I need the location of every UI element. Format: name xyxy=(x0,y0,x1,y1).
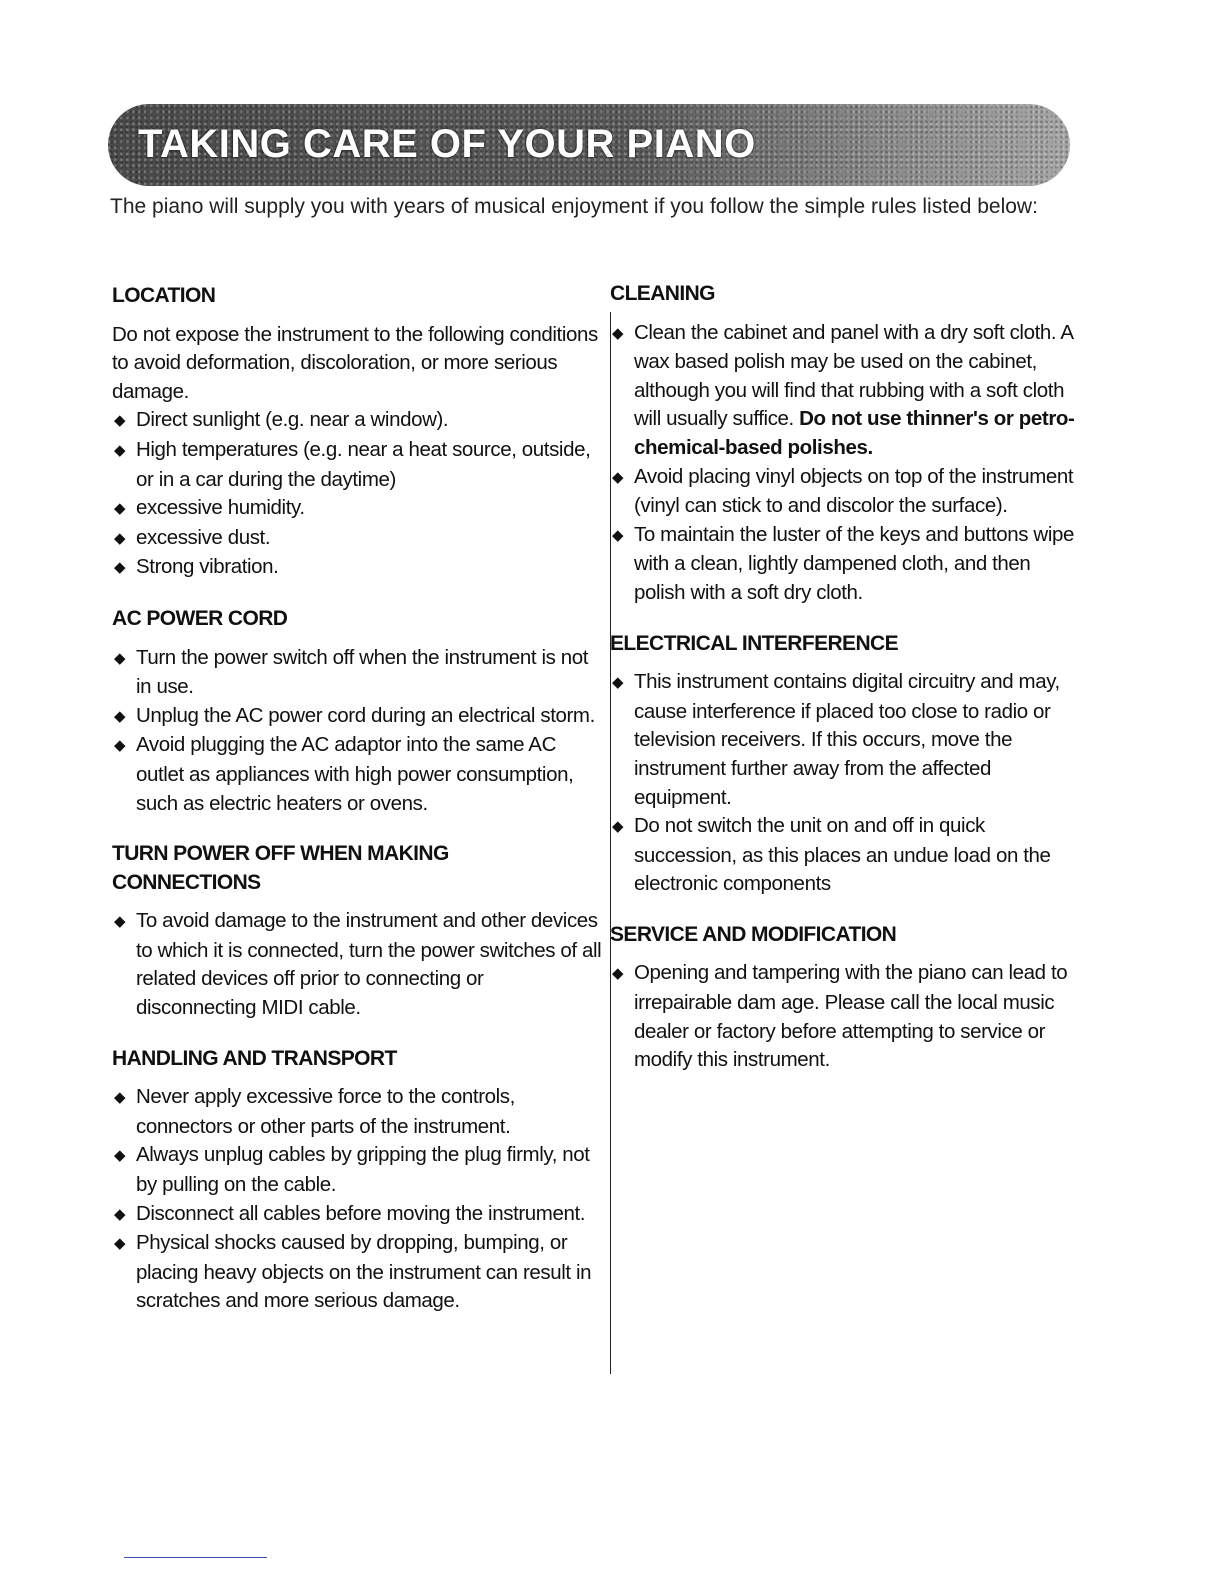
list-item: ◆ Turn the power switch off when the instrument is not in use. xyxy=(114,645,589,699)
diamond-bullet-icon: ◆ xyxy=(114,649,126,667)
diamond-bullet-icon: ◆ xyxy=(114,1147,126,1165)
list-item: ◆ Physical shocks caused by dropping, bumping, or placing heavy objects on the instrument can result in scratches and more serious damage. xyxy=(114,1231,592,1313)
diamond-bullet-icon: ◆ xyxy=(612,965,624,983)
diamond-bullet-icon: ◆ xyxy=(612,526,624,544)
section-heading: TURN POWER OFF WHEN MAKING CONNECTIONS xyxy=(112,842,449,894)
section-handling-transport xyxy=(112,1045,602,1316)
list-item: ◆ Avoid placing vinyl objects on top of the instrument (vinyl can stick to and discolor the surface). xyxy=(612,464,1074,518)
diamond-bullet-icon: ◆ xyxy=(114,1089,126,1107)
diamond-bullet-icon: ◆ xyxy=(114,529,126,547)
section-location xyxy=(112,282,602,583)
diamond-bullet-icon: ◆ xyxy=(114,1205,126,1223)
diamond-bullet-icon: ◆ xyxy=(114,707,126,725)
right-column xyxy=(610,280,1080,1097)
diamond-bullet-icon: ◆ xyxy=(114,1235,126,1253)
intro-text: The piano will supply you with years of musical enjoyment if you follow the simple rules listed below: xyxy=(110,195,1038,218)
title-banner xyxy=(108,104,1070,186)
warning-text: Do not use thinner's or petro-chemical-based polishes. xyxy=(634,407,1075,459)
list-item: ◆ Strong vibration. xyxy=(112,553,602,583)
diamond-bullet-icon: ◆ xyxy=(612,818,624,836)
section-heading: AC POWER CORD xyxy=(112,606,288,630)
footer-rule xyxy=(124,1557,267,1558)
diamond-bullet-icon: ◆ xyxy=(612,324,624,342)
section-heading: CLEANING xyxy=(610,282,715,305)
list-item: ◆ Never apply excessive force to the controls, connectors or other parts of the instrument. xyxy=(114,1085,515,1138)
section-heading: ELECTRICAL INTERFERENCE xyxy=(610,631,898,655)
diamond-bullet-icon: ◆ xyxy=(612,674,624,692)
list-item: ◆ Clean the cabinet and panel with a dry soft cloth. A wax based polish may be used on the cabinet, although you will find that rubbing with a soft cloth will usually suffice. Do not use thinner's or petro-chemical-based polishes. xyxy=(612,320,1075,459)
page-title: TAKING CARE OF YOUR PIANO xyxy=(138,122,756,166)
section-ac-power-cord xyxy=(112,605,602,818)
list-item: ◆ This instrument contains digital circuitry and may, cause interference if placed too close to radio or television receivers. If this occurs, move the instrument further away from the affected equipment. xyxy=(612,670,1060,809)
list-item: ◆ Direct sunlight (e.g. near a window). xyxy=(112,406,602,436)
list-item: ◆ excessive dust. xyxy=(112,524,602,554)
list-item: ◆ Do not switch the unit on and off in quick succession, as this places an undue load on the electronic components xyxy=(612,814,1051,896)
diamond-bullet-icon: ◆ xyxy=(114,559,126,577)
section-service-modification xyxy=(610,921,1080,1075)
diamond-bullet-icon: ◆ xyxy=(114,500,126,518)
list-item: ◆ Avoid plugging the AC adaptor into the same AC outlet as appliances with high power consumption, such as electric heaters or ovens. xyxy=(114,733,574,815)
diamond-bullet-icon: ◆ xyxy=(114,737,126,755)
diamond-bullet-icon: ◆ xyxy=(114,441,126,459)
list-item: ◆ Opening and tampering with the piano can lead to irrepairable dam age. Please call the local music dealer or factory before attempting to service or modify this instrument. xyxy=(612,961,1068,1072)
section-heading: HANDLING AND TRANSPORT xyxy=(112,1046,397,1070)
section-heading: SERVICE AND MODIFICATION xyxy=(610,922,897,946)
left-column xyxy=(112,282,602,1338)
section-turn-power-off xyxy=(112,840,602,1023)
section-cleaning xyxy=(610,280,1080,608)
list-item: ◆ To avoid damage to the instrument and other devices to which it is connected, turn the power switches of all related devices off prior to connecting or disconnecting MIDI cable. xyxy=(114,909,602,1020)
section-paragraph: Do not expose the instrument to the following conditions to avoid deformation, discoloration, or more serious damage. xyxy=(112,322,598,403)
list-item: ◆ High temperatures (e.g. near a heat source, outside, or in a car during the daytime) xyxy=(114,437,591,491)
section-electrical-interference xyxy=(610,630,1080,899)
list-item: ◆ excessive humidity. xyxy=(112,494,602,524)
diamond-bullet-icon: ◆ xyxy=(612,468,624,486)
diamond-bullet-icon: ◆ xyxy=(114,913,126,931)
diamond-bullet-icon: ◆ xyxy=(114,412,126,430)
list-item: ◆ Disconnect all cables before moving the instrument. xyxy=(112,1200,602,1230)
list-item: ◆ Always unplug cables by gripping the plug firmly, not by pulling on the cable. xyxy=(114,1143,590,1197)
list-item: ◆ Unplug the AC power cord during an electrical storm. xyxy=(112,702,602,732)
list-item: ◆ To maintain the luster of the keys and buttons wipe with a clean, lightly dampened cloth, and then polish with a soft dry cloth. xyxy=(612,522,1074,604)
section-heading: LOCATION xyxy=(112,284,216,307)
